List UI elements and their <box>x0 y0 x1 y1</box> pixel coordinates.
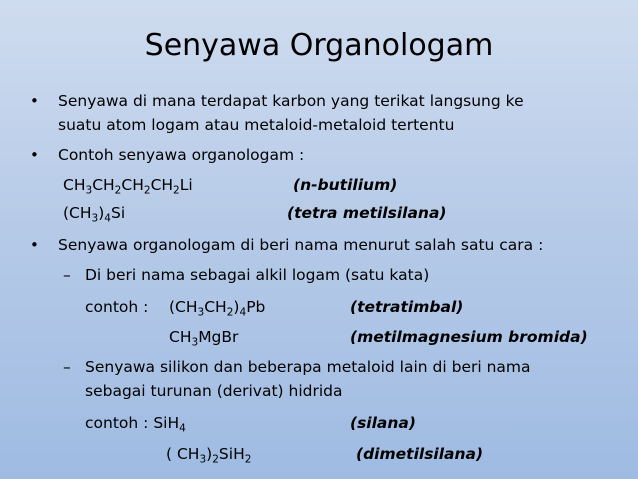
slide-title: Senyawa Organologam <box>144 28 494 63</box>
sub-bullet-2-line-1: Senyawa silikon dan beberapa metaloid lain di beri nama <box>85 358 531 376</box>
bullet-1-line-1: Senyawa di mana terdapat karbon yang terikat langsung ke <box>58 92 524 110</box>
contoh-label: contoh : <box>85 298 149 316</box>
name-tetratimbal: (tetratimbal) <box>350 298 464 316</box>
formula-methylmagnesium-bromide: $CH_3MgBr$ <box>169 328 239 349</box>
formula-tetraethyllead: $(CH_3CH_2)_4Pb$ <box>169 298 266 319</box>
bullet-2-text: Contoh senyawa organologam : <box>58 146 305 164</box>
bullet-1-line-2: suatu atom logam atau metaloid-metaloid tertentu <box>58 116 455 134</box>
formula-tetramethylsilane: $(CH_3)_4Si$ <box>63 204 126 225</box>
bullet-marker: • <box>30 92 39 110</box>
formula-butyllithium: $CH_3CH_2CH_2CH_2Li$ <box>63 176 193 197</box>
bullet-marker: • <box>30 146 39 164</box>
name-dimetilsilana: (dimetilsilana) <box>356 445 484 463</box>
contoh-label: contoh : SiH$_4$ <box>85 414 186 435</box>
bullet-3-text: Senyawa organologam di beri nama menurut salah satu cara : <box>58 236 544 254</box>
bullet-marker: • <box>30 236 39 254</box>
formula-dimethylsilane: ( $CH_3)_2SiH_2$ <box>166 445 252 466</box>
name-tetramethylsilane: (tetra metilsilana) <box>287 204 447 222</box>
name-silana: (silana) <box>350 414 416 432</box>
sub-bullet-1-text: Di beri nama sebagai alkil logam (satu kata) <box>85 266 430 284</box>
sub-bullet-marker: – <box>63 358 71 376</box>
sub-bullet-marker: – <box>63 266 71 284</box>
sub-bullet-2-line-2: sebagai turunan (derivat) hidrida <box>85 382 343 400</box>
name-methylmagnesium-bromide: (metilmagnesium bromida) <box>350 328 588 346</box>
name-butyllithium: (n-butilium) <box>293 176 398 194</box>
